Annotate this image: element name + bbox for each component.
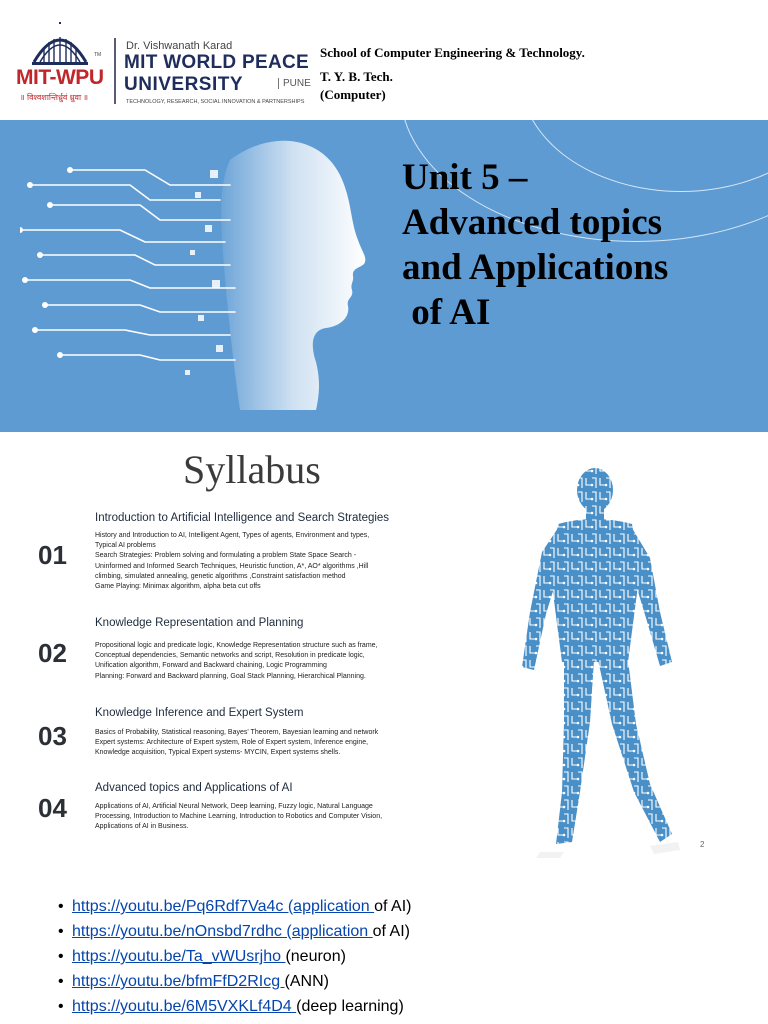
title-slide bbox=[0, 0, 768, 432]
syllabus-title: Syllabus bbox=[183, 447, 321, 492]
logo-divider bbox=[114, 38, 116, 104]
link-description: (deep learning) bbox=[296, 998, 404, 1015]
branch-name: (Computer) bbox=[320, 87, 386, 102]
section-number: 04 bbox=[38, 793, 67, 823]
section-heading: Knowledge Representation and Planning bbox=[95, 617, 304, 629]
section-line: Applications of AI in Business. bbox=[95, 823, 189, 831]
school-name: School of Computer Engineering & Technology. bbox=[320, 45, 585, 60]
unit-title-line: Advanced topics bbox=[402, 202, 663, 243]
section-number: 03 bbox=[38, 721, 67, 751]
section-line: climbing, simulated annealing, genetic algorithms ,Constraint satisfaction method bbox=[95, 572, 346, 580]
school-info bbox=[320, 44, 585, 104]
section-heading: Knowledge Inference and Expert System bbox=[95, 707, 304, 719]
page-number: 2 bbox=[700, 840, 705, 849]
unit-title bbox=[402, 155, 668, 335]
section-line: Basics of Probability, Statistical reasoning, Bayes' Theorem, Bayesian learning and network bbox=[95, 729, 379, 736]
video-link[interactable]: https://youtu.be/Ta_vWUsrjho bbox=[72, 948, 286, 965]
section-line: Typical AI problems bbox=[95, 542, 156, 550]
section-heading: Introduction to Artificial Intelligence and Search Strategies bbox=[95, 512, 390, 524]
section-line: Propositional logic and predicate logic, Knowledge Representation structure such as frame, bbox=[95, 642, 378, 649]
unit-title-line: of AI bbox=[402, 292, 491, 333]
list-item bbox=[58, 994, 411, 1019]
logo-brand: MIT-WPU bbox=[16, 66, 104, 89]
digital-face-icon bbox=[20, 130, 380, 420]
video-link[interactable]: https://youtu.be/bfmFfD2RIcg bbox=[72, 973, 285, 990]
link-description: (ANN) bbox=[284, 973, 329, 990]
logo-founder: Dr. Vishwanath Karad bbox=[126, 40, 233, 52]
section-line: Processing, Introduction to Machine Learning, Introduction to Robotics and Computer Vision, bbox=[95, 813, 383, 821]
section-line: Game Playing: Minimax algorithm, alpha beta cut offs bbox=[95, 583, 261, 591]
logo-motto: TECHNOLOGY, RESEARCH, SOCIAL INNOVATION & PARTNERSHIPS bbox=[126, 99, 305, 105]
section-body bbox=[95, 641, 460, 682]
bullet: • bbox=[58, 948, 64, 965]
logo-university-line1: MIT WORLD PEACE bbox=[124, 52, 309, 73]
section-number: 01 bbox=[38, 540, 67, 570]
section-line: Applications of AI, Artificial Neural Network, Deep learning, Fuzzy logic, Natural Language bbox=[95, 803, 373, 810]
logo-tagline: ॥ विश्वशान्तिर्ध्रुवं ध्रुवा ॥ bbox=[20, 93, 89, 102]
section-line: Expert systems: Architecture of Expert system, Role of Expert system, Inference engine, bbox=[95, 739, 369, 747]
section-line: Uninformed and Informed Search Techniques, Heuristic function, A*, AO* algorithms ,Hill bbox=[95, 562, 369, 570]
video-link[interactable]: https://youtu.be/Pq6Rdf7Va4c (application bbox=[72, 898, 375, 915]
logo-city: PUNE bbox=[278, 78, 311, 89]
unit-title-line: Unit 5 – bbox=[402, 157, 528, 198]
logo-university-line2: UNIVERSITY bbox=[124, 74, 244, 95]
unit-title-line: and Applications bbox=[402, 247, 669, 288]
video-link[interactable]: https://youtu.be/6M5VXKLf4D4 bbox=[72, 998, 297, 1015]
section-body bbox=[95, 531, 460, 592]
video-link-list bbox=[58, 894, 411, 1019]
link-description: (neuron) bbox=[285, 948, 346, 965]
section-line: History and Introduction to AI, Intelligent Agent, Types of agents, Environment and types, bbox=[95, 532, 370, 539]
link-description: of AI) bbox=[372, 923, 410, 940]
section-body bbox=[95, 728, 460, 759]
trademark-mark: TM bbox=[94, 52, 102, 58]
list-item bbox=[58, 919, 411, 944]
list-item bbox=[58, 944, 411, 969]
section-number: 02 bbox=[38, 638, 67, 668]
bullet: • bbox=[58, 973, 64, 990]
dome-icon bbox=[28, 22, 92, 66]
list-item bbox=[58, 969, 411, 994]
section-line: Search Strategies: Problem solving and formulating a problem State Space Search - bbox=[95, 552, 357, 560]
syllabus-slide bbox=[0, 432, 768, 864]
section-line: Planning: Forward and Backward planning, Goal Stack Planning, Hierarchical Planning. bbox=[95, 672, 366, 680]
section-line: Conceptual dependencies, Semantic networks and script, Resolution in predicate logic, bbox=[95, 652, 365, 660]
bullet: • bbox=[58, 923, 64, 940]
link-description: of AI) bbox=[374, 898, 412, 915]
section-body bbox=[95, 802, 460, 833]
video-link[interactable]: https://youtu.be/nOnsbd7rdhc (application bbox=[72, 923, 373, 940]
section-line: Knowledge acquisition, Typical Expert systems- MYCIN, Expert systems shells. bbox=[95, 749, 341, 757]
links-slide bbox=[0, 864, 768, 1024]
bullet: • bbox=[58, 998, 64, 1015]
bullet: • bbox=[58, 898, 64, 915]
section-heading: Advanced topics and Applications of AI bbox=[95, 782, 293, 794]
section-line: Unification algorithm, Forward and Backward chaining, Logic Programming bbox=[95, 662, 327, 670]
program-name: T. Y. B. Tech. bbox=[320, 69, 393, 84]
university-logo bbox=[10, 22, 310, 112]
list-item bbox=[58, 894, 411, 919]
circuit-human-icon bbox=[500, 462, 700, 862]
